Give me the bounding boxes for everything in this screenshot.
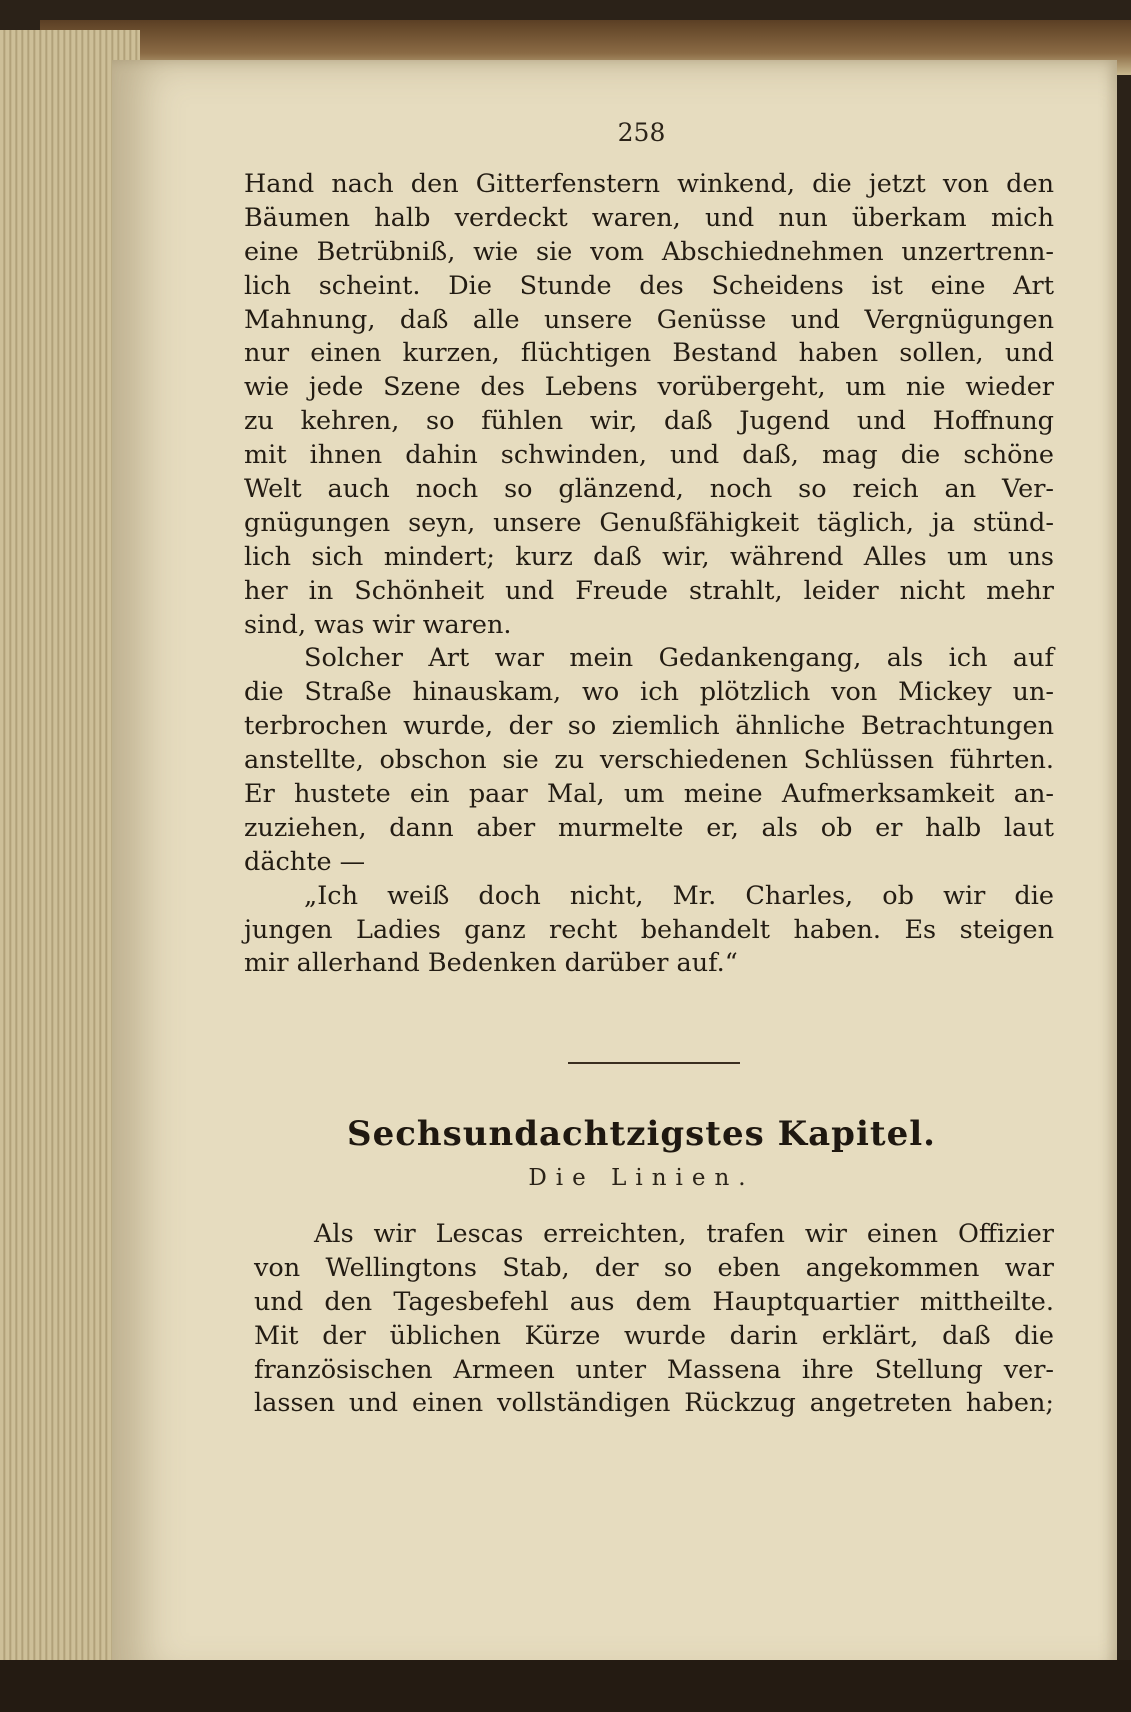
chapter-subtitle: Die Linien. <box>528 1165 755 1191</box>
page-number: 258 <box>617 118 666 147</box>
book-bottom-shadow <box>0 1660 1131 1712</box>
text-line: her in Schönheit und Freude strahlt, leider nicht mehr <box>244 575 1054 606</box>
chapter-body-text <box>254 1218 1054 1421</box>
text-line: und den Tagesbefehl aus dem Hauptquartier mittheilte. <box>254 1286 1054 1317</box>
text-line: Er hustete ein paar Mal, um meine Aufmerksamkeit an- <box>244 779 1054 810</box>
text-line: französischen Armeen unter Massena ihre Stellung ver- <box>254 1354 1054 1385</box>
section-divider <box>568 1062 740 1064</box>
text-line: zuziehen, dann aber murmelte er, als ob er halb laut <box>244 812 1054 843</box>
text-line: lassen und einen vollständigen Rückzug angetreten haben; <box>254 1388 1054 1419</box>
text-line: die Straße hinauskam, wo ich plötzlich von Mickey un- <box>244 677 1054 708</box>
text-line: terbrochen wurde, der so ziemlich ähnliche Betrachtungen <box>244 711 1054 742</box>
text-line: sind, was wir waren. <box>244 609 512 640</box>
text-line: „Ich weiß doch nicht, Mr. Charles, ob wir die <box>304 880 1054 911</box>
text-line: Als wir Lescas erreichten, trafen wir einen Offizier <box>314 1219 1054 1249</box>
text-line: Bäumen halb verdeckt waren, und nun überkam mich <box>244 202 1054 233</box>
text-line: zu kehren, so fühlen wir, daß Jugend und Hoffnung <box>244 406 1054 437</box>
text-line: Mahnung, daß alle unsere Genüsse und Vergnügungen <box>244 304 1054 335</box>
text-line: Hand nach den Gitterfenstern winkend, die jetzt von den <box>244 169 1054 199</box>
text-line: Solcher Art war mein Gedankengang, als ich auf <box>304 643 1054 674</box>
text-line: Welt auch noch so glänzend, noch so reich an Ver- <box>244 474 1054 505</box>
text-line: mit ihnen dahin schwinden, und daß, mag die schöne <box>244 440 1054 471</box>
text-line: mir allerhand Bedenken darüber auf.“ <box>244 948 738 979</box>
text-line: dächte — <box>244 846 366 877</box>
text-line: anstellte, obschon sie zu verschiedenen Schlüssen führten. <box>244 745 1054 776</box>
text-line: nur einen kurzen, flüchtigen Bestand haben sollen, und <box>244 338 1054 369</box>
text-line: eine Betrübniß, wie sie vom Abschiednehmen unzertrenn- <box>244 236 1054 267</box>
body-text <box>244 168 1054 981</box>
text-line: wie jede Szene des Lebens vorübergeht, um nie wieder <box>244 372 1054 403</box>
text-line: jungen Ladies ganz recht behandelt haben. Es steigen <box>244 914 1054 945</box>
text-line: lich scheint. Die Stunde des Scheidens ist eine Art <box>244 270 1054 301</box>
chapter-title: Sechsundachtzigstes Kapitel. <box>347 1114 936 1154</box>
text-line: von Wellingtons Stab, der so eben angekommen war <box>254 1252 1054 1283</box>
text-line: lich sich mindert; kurz daß wir, während Alles um uns <box>244 541 1054 572</box>
text-line: Mit der üblichen Kürze wurde darin erklärt, daß die <box>254 1320 1054 1351</box>
text-line: gnügungen seyn, unsere Genußfähigkeit täglich, ja stünd- <box>244 507 1054 538</box>
